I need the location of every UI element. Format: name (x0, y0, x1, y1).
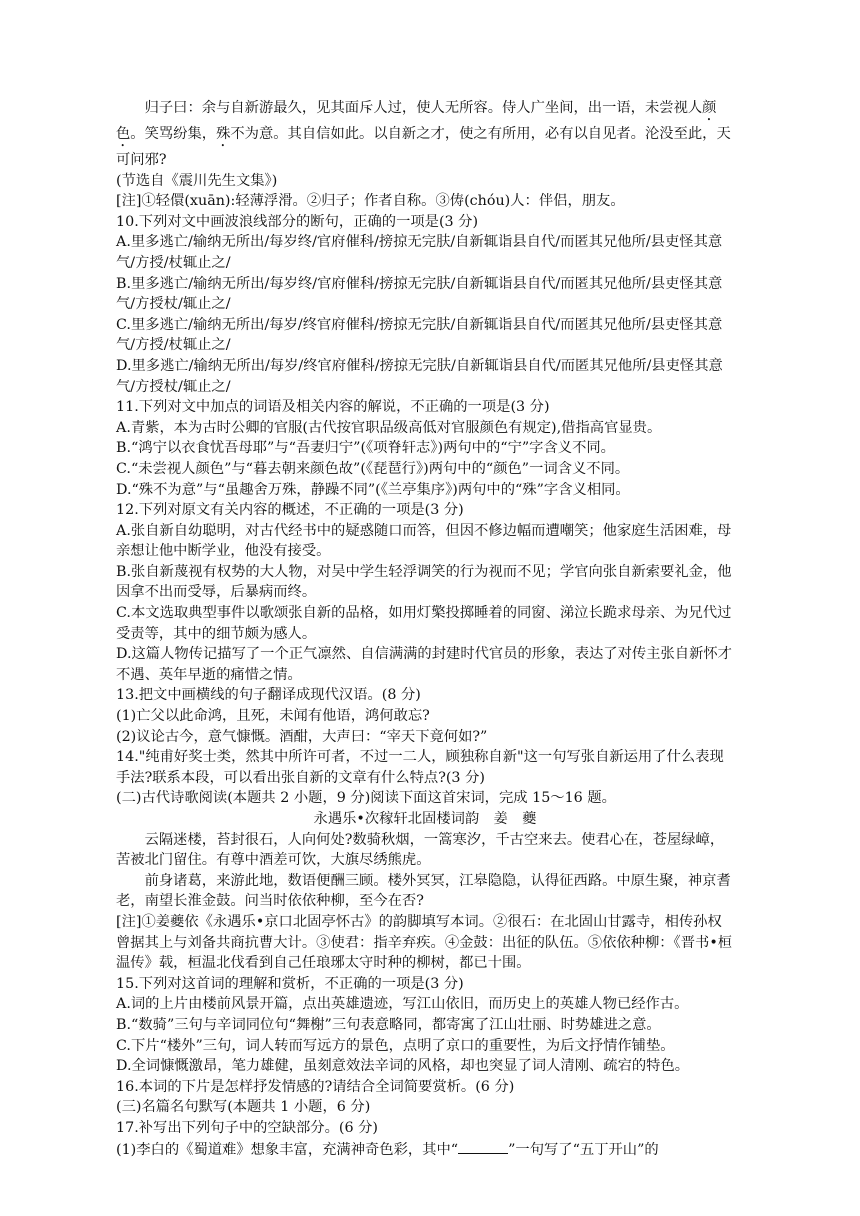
section-3-header: (三)名篇名句默写(本题共 1 小题，6 分) (116, 1099, 371, 1116)
passage-source: (节选自《震川先生文集》) (116, 172, 278, 189)
question-16-stem: 16.本词的下片是怎样抒发情感的?请结合全词简要赏析。(6 分) (116, 1078, 515, 1095)
poem-note: [注]①姜夔依《永遇乐•京口北固亭怀古》的韵脚填写本词。②很石：在北固山甘露寺，相传孙权曾据其上与刘备共商抗曹大计。③使君：指辛弃疾。④金鼓：出征的队伍。⑤依依种柳：《晋书•桓温传》载，桓温北伐看到自己任琅琊太守时种的柳树，都已十围。 (116, 913, 733, 972)
answer-blank[interactable] (458, 1139, 508, 1154)
question-14-stem: 14."纯甫好奖士类，然其中所许可者，不过一二人，顾独称自新"这一句写张自新运用了什么表现手法?联系本段，可以看出张自新的文章有什么特点?(3 分) (116, 749, 724, 786)
passage-note: [注]①轻儇(xuān):轻薄浮滑。②归子；作者自称。③俦(chóu)人：伴侣，朋友。 (116, 193, 625, 210)
question-15-option-b: B.“数骑”三句与辛词同位句“舞榭”三句表意略同，都寄寓了江山壮丽、时势雄进之意。 (116, 1016, 661, 1033)
question-12-option-a: A.张自新自幼聪明，对古代经书中的疑惑随口而答，但因不修边幅而遭嘲笑；他家庭生活困难，母亲想让他中断学业，他没有接受。 (116, 522, 732, 560)
question-17-sentence-1: (1)李白的《蜀道难》想象丰富，充满神奇色彩，其中“ ”一句写了“五丁开山”的 (116, 1139, 734, 1161)
question-11-option-d: D.“殊不为意”与“虽趣舍万殊，静躁不同”(《兰亭集序》)两句中的“殊”字含义相同。 (116, 481, 630, 498)
question-15-option-d: D.全词慷慨激昂，笔力雄健，虽刻意效法辛词的风格，却也突显了词人清刚、疏宕的特色。 (116, 1058, 690, 1075)
question-12-stem: 12.下列对原文有关内容的概述，不正确的一项是(3 分) (116, 502, 464, 519)
emphasis-word: 殊 (216, 126, 231, 142)
question-13-sentence-2: (2)议论古今，意气慷慨。酒酣，大声曰：“宰天下竟何如?” (116, 728, 488, 745)
question-12-option-c: C.本文选取典型事件以歌颂张自新的品格，如用灯檠投掷睡着的同窗、涕泣长跪求母亲、为兄代过受责等，其中的细节颇为感人。 (116, 605, 732, 642)
question-12-option-b: B.张自新蔑视有权势的大人物，对吴中学生轻浮调笑的行为视而不见；学官向张自新索要礼金，他因拿不出而受辱，后暴病而终。 (116, 563, 732, 601)
question-10-option-b: B.里多逃亡/输纳无所出/每岁终/官府催科/搒掠无完肤/自新辄诣县自代/而匿其兄他所/县吏怪其意气/方授杖/辄止之/ (116, 275, 723, 313)
question-10-option-c: C.里多逃亡/输纳无所出/每岁/终官府催科/搒掠无完肤/自新辄诣县自代/而匿其兄他所/县吏怪其意气/方授/杖辄止之/ (116, 316, 723, 354)
passage-paragraph: 归子曰：余与自新游最久，见其面斥人过，使人无所容。侍人广坐间，出一语，未尝视人颜色。笑骂纷集，殊不为意。其自信如此。以自新之才，使之有所用，必有以自见者。沦没至此，天可问邪? (116, 100, 731, 168)
poem-section-header: (二)古代诗歌阅读(本题共 2 小题，9 分)阅读下面这首宋词，完成 15～16 题。 (116, 790, 616, 807)
question-13-sentence-1: (1)亡父以此命鸿，且死，未闻有他语，鸿何敢忘? (116, 708, 430, 725)
question-10-option-d: D.里多逃亡/输纳无所出/每岁/终官府催科/搒掠无完肤/自新辄诣县自代/而匿其兄他所/县吏怪其意气/方授杖/辄止之/ (116, 357, 723, 395)
question-15-stem: 15.下列对这首词的理解和赏析，不正确的一项是(3 分) (116, 975, 464, 992)
poem-stanza-2: 前身诸葛，来游此地，数语便酬三顾。楼外冥冥，江皋隐隐，认得征西路。中原生聚，神京耆老，南望长淮金鼓。问当时依依种柳，至今在否? (116, 872, 731, 910)
question-11-stem: 11.下列对文中加点的词语及相关内容的解说，不正确的一项是(3 分) (116, 399, 550, 416)
question-12-option-d: D.这篇人物传记描写了一个正气凛然、自信满满的封建时代官员的形象，表达了对传主张自新怀才不遇、英年早逝的痛惜之情。 (116, 646, 732, 683)
question-10-stem: 10.下列对文中画波浪线部分的断句，正确的一项是(3 分) (116, 213, 479, 230)
poem-title: 永遇乐•次稼轩北固楼词韵 姜 夔 (313, 811, 537, 827)
question-15-option-a: A.词的上片由楼前风景开篇，点出英雄遗迹，写江山依旧，而历史上的英雄人物已经作古。 (116, 996, 689, 1013)
question-11-option-c: C.“未尝视人颜色”与“暮去朝来颜色故”(《琵琶行》)两句中的“颜色”一词含义不同。 (116, 460, 630, 477)
poem-stanza-1: 云隔迷楼，苔封很石，人向何处?数骑秋烟，一篙寒汐，千古空来去。使君心在，苍屋绿嶂，苦被北门留住。有尊中酒差可饮，大旗尽绣熊虎。 (116, 831, 725, 869)
question-17-stem: 17.补写出下列句子中的空缺部分。(6 分) (116, 1119, 378, 1136)
question-11-option-b: B.“鸿宁以衣食忧吾母耶”与“吾妻归宁”(《项脊轩志》)两句中的“宁”字含义不同。 (116, 440, 615, 457)
question-13-stem: 13.把文中画横线的句子翻译成现代汉语。(8 分) (116, 687, 421, 704)
question-10-option-a: A.里多逃亡/输纳无所出/每岁终/官府催科/搒掠无完肤/自新辄诣县自代/而匿其兄他所/县吏怪其意气/方授/杖辄止之/ (116, 234, 723, 271)
question-15-option-c: C.下片“楼外”三句，词人转而写远方的景色，点明了京口的重要性，为后文抒情作铺垫。 (116, 1037, 675, 1054)
exam-page (116, 98, 734, 1160)
emphasis-word: 颜色 (116, 100, 717, 142)
question-11-option-a: A.青紫，本为古时公卿的官服(古代按官职品级高低对官服颜色有规定),借指高官显贵。 (116, 419, 662, 436)
